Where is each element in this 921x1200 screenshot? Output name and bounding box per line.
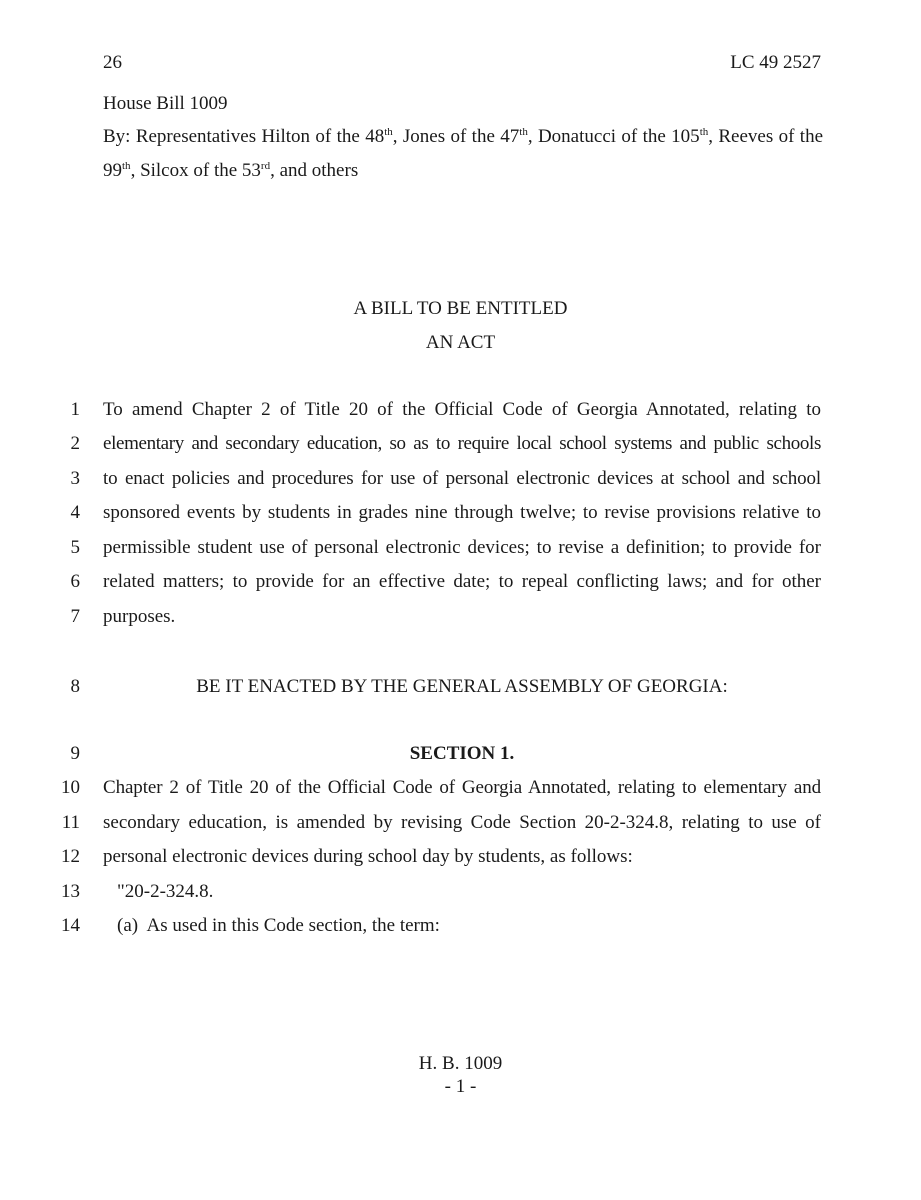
lc-code: LC 49 2527 — [730, 52, 821, 73]
line-number: 7 — [70, 606, 80, 627]
bill-line — [0, 427, 921, 461]
line-text: Chapter 2 of Title 20 of the Official Code of Georgia Annotated, relating to elementary and — [103, 777, 821, 798]
line-text: to enact policies and procedures for use of personal electronic devices at school and school — [103, 468, 821, 489]
bill-line — [0, 840, 921, 874]
footer-bill-number: H. B. 1009 — [418, 1053, 503, 1074]
bill-line — [0, 670, 921, 704]
line-text: purposes. — [103, 606, 176, 627]
title-entitled: A BILL TO BE ENTITLED — [353, 298, 568, 319]
bill-line — [0, 531, 921, 565]
line-number: 11 — [61, 812, 80, 833]
bill-line — [0, 737, 921, 771]
line-number: 2 — [70, 433, 80, 454]
section-heading: SECTION 1. — [409, 743, 515, 764]
line-text: (a) As used in this Code section, the term: — [117, 915, 440, 936]
line-text: related matters; to provide for an effective date; to repeal conflicting laws; and for other — [103, 571, 821, 592]
bill-line — [0, 771, 921, 805]
line-number: 12 — [61, 846, 80, 867]
line-text: elementary and secondary education, so as to require local school systems and public schools — [103, 433, 821, 454]
bill-line — [0, 875, 921, 909]
line-number: 9 — [70, 743, 80, 764]
sponsors: By: Representatives Hilton of the 48th, Jones of the 47th, Donatucci of the 105th, Reeves of the 99th, Silcox of the 53rd, and others — [103, 126, 824, 181]
line-number: 8 — [70, 676, 80, 697]
footer-page-number: - 1 - — [444, 1076, 477, 1097]
page-number-header: 26 — [103, 52, 122, 73]
bill-id: House Bill 1009 — [103, 93, 228, 114]
line-text: sponsored events by students in grades nine through twelve; to revise provisions relative to — [103, 502, 821, 523]
bill-line — [0, 806, 921, 840]
bill-line — [0, 909, 921, 943]
line-text: permissible student use of personal electronic devices; to revise a definition; to provide for — [103, 537, 821, 558]
line-number: 14 — [61, 915, 80, 936]
line-number: 1 — [70, 399, 80, 420]
bill-line — [0, 600, 921, 634]
bill-line — [0, 496, 921, 530]
bill-line — [0, 393, 921, 427]
line-number: 13 — [61, 881, 80, 902]
title-act: AN ACT — [425, 332, 496, 353]
line-number: 6 — [70, 571, 80, 592]
line-number: 10 — [61, 777, 80, 798]
line-number: 3 — [70, 468, 80, 489]
line-text: secondary education, is amended by revising Code Section 20-2-324.8, relating to use of — [103, 812, 821, 833]
line-text: To amend Chapter 2 of Title 20 of the Official Code of Georgia Annotated, relating to — [103, 399, 821, 420]
enacting-clause: BE IT ENACTED BY THE GENERAL ASSEMBLY OF GEORGIA: — [196, 676, 728, 697]
line-number: 5 — [70, 537, 80, 558]
line-text: "20-2-324.8. — [117, 881, 214, 902]
bill-line — [0, 565, 921, 599]
line-number: 4 — [70, 502, 80, 523]
line-text: personal electronic devices during school day by students, as follows: — [103, 846, 633, 867]
bill-line — [0, 462, 921, 496]
